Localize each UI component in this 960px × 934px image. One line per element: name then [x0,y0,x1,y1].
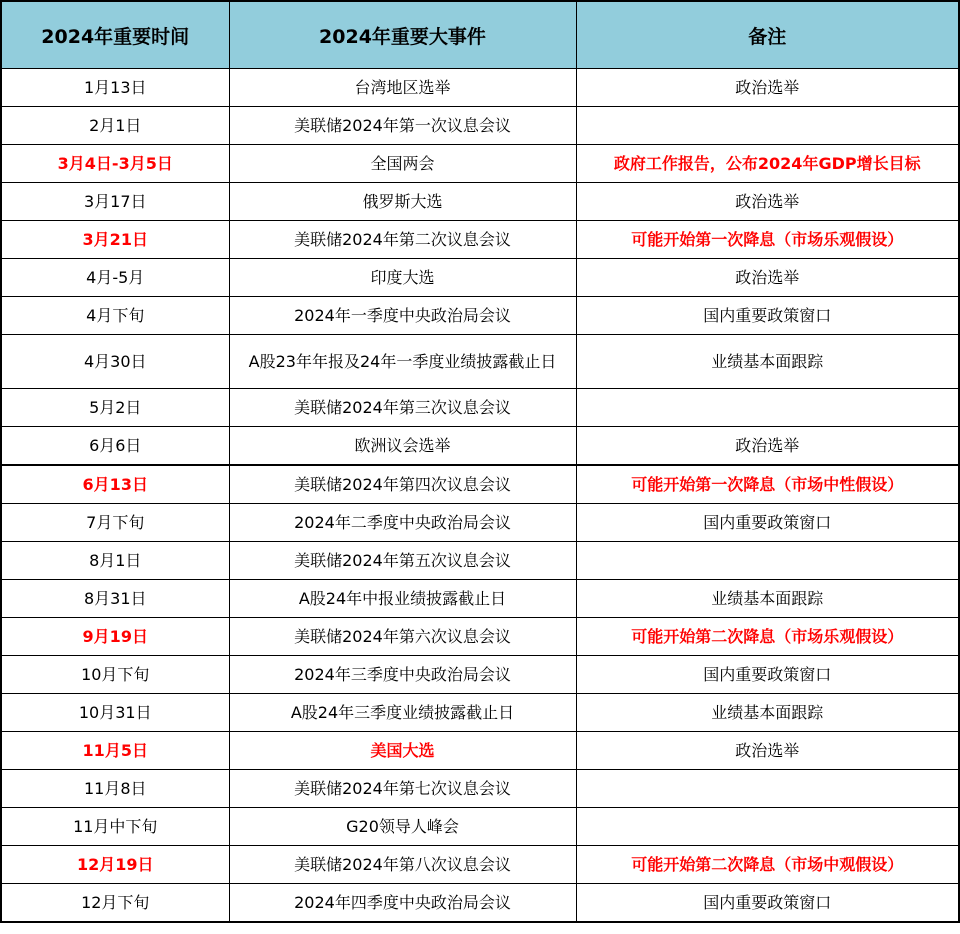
date-cell: 1月13日 [1,69,229,107]
note-cell: 可能开始第一次降息（市场中性假设） [576,465,959,504]
header-row [1,1,959,69]
table-row [1,259,959,297]
table-row [1,69,959,107]
table-row [1,427,959,466]
event-cell: 台湾地区选举 [229,69,576,107]
date-cell: 5月2日 [1,389,229,427]
table-row [1,884,959,923]
event-cell: 2024年二季度中央政治局会议 [229,504,576,542]
date-cell: 8月31日 [1,580,229,618]
date-cell: 3月4日-3月5日 [1,145,229,183]
note-cell: 政府工作报告，公布2024年GDP增长目标 [576,145,959,183]
event-cell: 2024年四季度中央政治局会议 [229,884,576,923]
table-body [1,69,959,923]
event-cell: 2024年一季度中央政治局会议 [229,297,576,335]
event-cell: 美联储2024年第五次议息会议 [229,542,576,580]
table-row [1,183,959,221]
note-cell: 业绩基本面跟踪 [576,335,959,389]
event-cell: 印度大选 [229,259,576,297]
event-cell: 2024年三季度中央政治局会议 [229,656,576,694]
note-cell [576,808,959,846]
note-cell: 可能开始第二次降息（市场乐观假设） [576,618,959,656]
event-cell: 俄罗斯大选 [229,183,576,221]
table-row [1,580,959,618]
table-row [1,297,959,335]
event-cell: 美联储2024年第三次议息会议 [229,389,576,427]
table-row [1,808,959,846]
note-cell: 国内重要政策窗口 [576,504,959,542]
table-row [1,145,959,183]
table-row [1,221,959,259]
date-cell: 4月30日 [1,335,229,389]
note-cell: 国内重要政策窗口 [576,297,959,335]
table-row [1,504,959,542]
event-cell: A股23年年报及24年一季度业绩披露截止日 [229,335,576,389]
note-cell: 政治选举 [576,183,959,221]
event-cell: 美联储2024年第一次议息会议 [229,107,576,145]
date-cell: 3月21日 [1,221,229,259]
note-cell [576,389,959,427]
table-row [1,694,959,732]
table-row [1,542,959,580]
header-note: 备注 [576,1,959,69]
date-cell: 3月17日 [1,183,229,221]
table-row [1,770,959,808]
note-cell: 政治选举 [576,69,959,107]
table-row [1,335,959,389]
date-cell: 11月中下旬 [1,808,229,846]
note-cell: 可能开始第一次降息（市场乐观假设） [576,221,959,259]
event-cell: A股24年三季度业绩披露截止日 [229,694,576,732]
note-cell: 政治选举 [576,732,959,770]
date-cell: 8月1日 [1,542,229,580]
date-cell: 6月6日 [1,427,229,466]
date-cell: 10月下旬 [1,656,229,694]
event-cell: 美联储2024年第七次议息会议 [229,770,576,808]
note-cell: 政治选举 [576,427,959,466]
note-cell [576,542,959,580]
note-cell: 国内重要政策窗口 [576,884,959,923]
date-cell: 7月下旬 [1,504,229,542]
date-cell: 12月19日 [1,846,229,884]
date-cell: 4月下旬 [1,297,229,335]
note-cell: 可能开始第二次降息（市场中观假设） [576,846,959,884]
table-row [1,107,959,145]
note-cell [576,107,959,145]
note-cell: 业绩基本面跟踪 [576,694,959,732]
note-cell: 业绩基本面跟踪 [576,580,959,618]
date-cell: 2月1日 [1,107,229,145]
header-date: 2024年重要时间 [1,1,229,69]
event-cell: 美联储2024年第八次议息会议 [229,846,576,884]
table-row [1,732,959,770]
event-cell: G20领导人峰会 [229,808,576,846]
table-row [1,465,959,504]
table-row [1,389,959,427]
note-cell [576,770,959,808]
event-cell: 美联储2024年第六次议息会议 [229,618,576,656]
event-cell: 美联储2024年第二次议息会议 [229,221,576,259]
date-cell: 4月-5月 [1,259,229,297]
date-cell: 12月下旬 [1,884,229,923]
table-row [1,656,959,694]
event-cell: 美联储2024年第四次议息会议 [229,465,576,504]
note-cell: 国内重要政策窗口 [576,656,959,694]
event-cell: 全国两会 [229,145,576,183]
event-cell: A股24年中报业绩披露截止日 [229,580,576,618]
event-cell: 美国大选 [229,732,576,770]
event-cell: 欧洲议会选举 [229,427,576,466]
table-row [1,618,959,656]
date-cell: 9月19日 [1,618,229,656]
table-row [1,846,959,884]
note-cell: 政治选举 [576,259,959,297]
date-cell: 6月13日 [1,465,229,504]
date-cell: 10月31日 [1,694,229,732]
header-event: 2024年重要大事件 [229,1,576,69]
date-cell: 11月5日 [1,732,229,770]
date-cell: 11月8日 [1,770,229,808]
